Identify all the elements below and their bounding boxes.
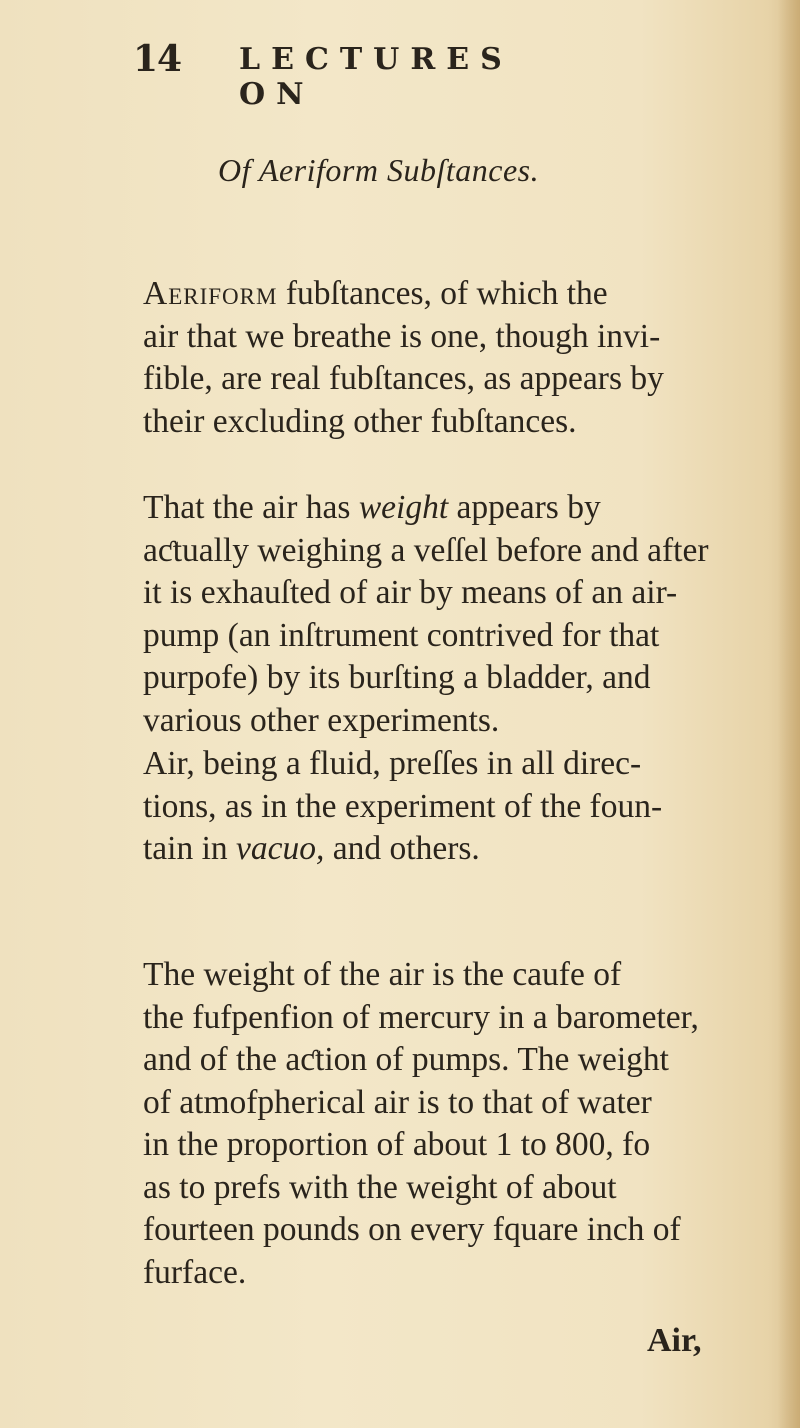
paragraph-line: various other experiments. <box>143 701 500 739</box>
paragraph-line: of atmofpherical air is to that of water <box>143 1083 652 1121</box>
paragraph-line: furface. <box>143 1253 247 1291</box>
paragraph-line: Air, being a fluid, preſſes in all direc- <box>143 745 642 782</box>
emphasis-weight: weight <box>358 489 449 526</box>
paragraph-line: as to prefs with the weight of about <box>143 1168 617 1206</box>
paragraph-line: tions, as in the experiment of the foun- <box>143 787 663 825</box>
lead-word: Aeriform <box>143 275 278 312</box>
page-edge-shadow <box>778 0 800 1428</box>
page-header <box>133 38 603 112</box>
running-head: LECTURES ON <box>239 42 513 112</box>
paragraph-line: their excluding other fubſtances. <box>143 402 577 440</box>
paragraph-weight <box>127 487 717 742</box>
paragraph-line: aƈtually weighing a veſſel before and after <box>143 531 709 569</box>
paragraph-line: air that we breathe is one, though invi- <box>143 317 661 355</box>
paragraph-line: the fufpenfion of mercury in a barometer, <box>143 998 699 1036</box>
section-title: Of Aeriform Subſtances. <box>218 152 540 188</box>
paragraph-line: Aeriform fubſtances, of which the <box>143 275 608 312</box>
paragraph-line: pump (an inſtrument contrived for that <box>143 616 660 654</box>
paragraph-line: tain in vacuo, and others. <box>143 830 480 867</box>
emphasis-vacuo: vacuo, <box>236 830 325 867</box>
paragraph-line: and of the aƈtion of pumps. The weight <box>143 1041 669 1078</box>
paragraph-line: The weight of the air is the caufe of <box>143 956 622 993</box>
paragraph-line: in the proportion of about 1 to 800, fo <box>143 1126 651 1163</box>
paragraph-line: fible, are real fubſtances, as appears by <box>143 360 664 397</box>
paragraph-barometer <box>127 954 717 1294</box>
paragraph-line: purpofe) by its burſting a bladder, and <box>143 659 651 696</box>
paragraph-line: it is exhauſted of air by means of an air- <box>143 574 678 611</box>
catchword: Air, <box>647 1322 702 1359</box>
paragraph-line: That the air has weight appears by <box>143 489 601 526</box>
paragraph-line: fourteen pounds on every fquare inch of <box>143 1211 681 1248</box>
page-number: 14 <box>133 38 182 80</box>
paragraph-fluid <box>127 743 717 871</box>
paragraph-aeriform <box>127 273 717 443</box>
